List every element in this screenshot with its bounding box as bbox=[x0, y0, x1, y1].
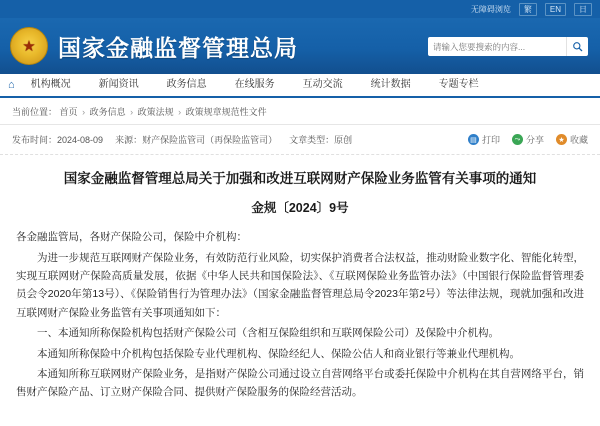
site-header bbox=[0, 18, 600, 74]
article-type-value: 原创 bbox=[334, 135, 353, 145]
print-label: 打印 bbox=[481, 135, 500, 145]
publish-date-field bbox=[12, 133, 103, 146]
source-field bbox=[115, 133, 277, 146]
printer-icon: ▤ bbox=[468, 134, 479, 145]
publish-date-label: 发布时间： bbox=[12, 135, 58, 145]
nav-item-3[interactable]: 在线服务 bbox=[234, 79, 275, 90]
language-english-button[interactable]: EN bbox=[545, 3, 566, 16]
emblem-star-glyph: ★ bbox=[22, 37, 36, 55]
nav-item-4[interactable]: 互动交流 bbox=[302, 79, 343, 90]
breadcrumb-separator-1: › bbox=[130, 107, 134, 117]
paragraph-2: 一、本通知所称保险机构包括财产保险公司（含相互保险组织和互联网保险公司）及保险中介机构。 bbox=[37, 327, 499, 340]
publish-date-value: 2024-08-09 bbox=[57, 135, 104, 145]
language-traditional-button[interactable]: 繁 bbox=[519, 3, 537, 16]
main-nav bbox=[0, 74, 600, 98]
search-icon[interactable] bbox=[566, 37, 588, 56]
article-type-field bbox=[289, 133, 352, 146]
search-box[interactable] bbox=[428, 37, 588, 56]
source-value: 财产保险监管司（再保险监管司） bbox=[142, 135, 278, 145]
breadcrumb-item-3[interactable]: 政策规章规范性文件 bbox=[185, 107, 267, 117]
paragraph-1: 为进一步规范互联网财产保险业务，有效防范行业风险，切实保护消费者合法权益，推动财险业数字化、智能化转型，实现互联网财产保险高质量发展，依据《中华人民共和国保险法》、《互联网保险业务监管办法》（中国银行保险监督管理委员会令2020年第13号）、《保险销售行为管理办法》（国家金融监督管理总局令2023年第2号）等法律法规，现就加强和改进互联网财产保险业务监管有关事项通知如下： bbox=[16, 251, 584, 319]
share-button[interactable] bbox=[512, 133, 544, 146]
breadcrumb-item-0[interactable]: 首页 bbox=[59, 107, 78, 117]
accessibility-link[interactable]: 无障碍浏览 bbox=[470, 4, 511, 14]
language-other-button[interactable]: 日 bbox=[574, 3, 592, 16]
article-meta bbox=[0, 125, 600, 155]
breadcrumb bbox=[0, 98, 600, 125]
breadcrumb-separator-0: › bbox=[82, 107, 86, 117]
home-icon[interactable]: ⌂ bbox=[8, 79, 15, 91]
article-body bbox=[0, 155, 600, 402]
print-button[interactable] bbox=[468, 133, 500, 146]
star-icon: ★ bbox=[556, 134, 567, 145]
national-emblem-icon bbox=[10, 27, 48, 65]
paragraph-4: 本通知所称互联网财产保险业务，是指财产保险公司通过设立自营网络平台或委托保险中介机构在其自营网络平台，销售财产保险产品、订立财产保险合同、提供财产保险服务的保险经营活动。 bbox=[16, 367, 584, 399]
article-type-label: 文章类型： bbox=[289, 135, 335, 145]
share-icon: ⤳ bbox=[512, 134, 523, 145]
breadcrumb-prefix: 当前位置： bbox=[12, 107, 58, 117]
favorite-label: 收藏 bbox=[569, 135, 588, 145]
page-title: 国家金融监督管理总局关于加强和改进互联网财产保险业务监管有关事项的通知 bbox=[63, 171, 537, 186]
nav-item-6[interactable]: 专题专栏 bbox=[438, 79, 479, 90]
breadcrumb-item-2[interactable]: 政策法规 bbox=[137, 107, 174, 117]
nav-item-2[interactable]: 政务信息 bbox=[166, 79, 207, 90]
favorite-button[interactable] bbox=[556, 133, 588, 146]
top-utility-bar bbox=[0, 0, 600, 18]
breadcrumb-item-1[interactable]: 政务信息 bbox=[89, 107, 126, 117]
paragraph-3: 本通知所称保险中介机构包括保险专业代理机构、保险经纪人、保险公估人和商业银行等兼业代理机构。 bbox=[37, 347, 520, 360]
nav-item-1[interactable]: 新闻资讯 bbox=[98, 79, 139, 90]
site-title: 国家金融监督管理总局 bbox=[58, 34, 298, 61]
breadcrumb-separator-2: › bbox=[178, 107, 182, 117]
nav-item-0[interactable]: 机构概况 bbox=[30, 79, 71, 90]
share-label: 分享 bbox=[525, 135, 544, 145]
document-number: 金规〔2024〕9号 bbox=[251, 201, 349, 216]
source-label: 来源： bbox=[115, 135, 143, 145]
nav-item-5[interactable]: 统计数据 bbox=[370, 79, 411, 90]
paragraph-0: 各金融监管局，各财产保险公司，保险中介机构： bbox=[16, 231, 247, 244]
search-input[interactable] bbox=[428, 37, 566, 56]
